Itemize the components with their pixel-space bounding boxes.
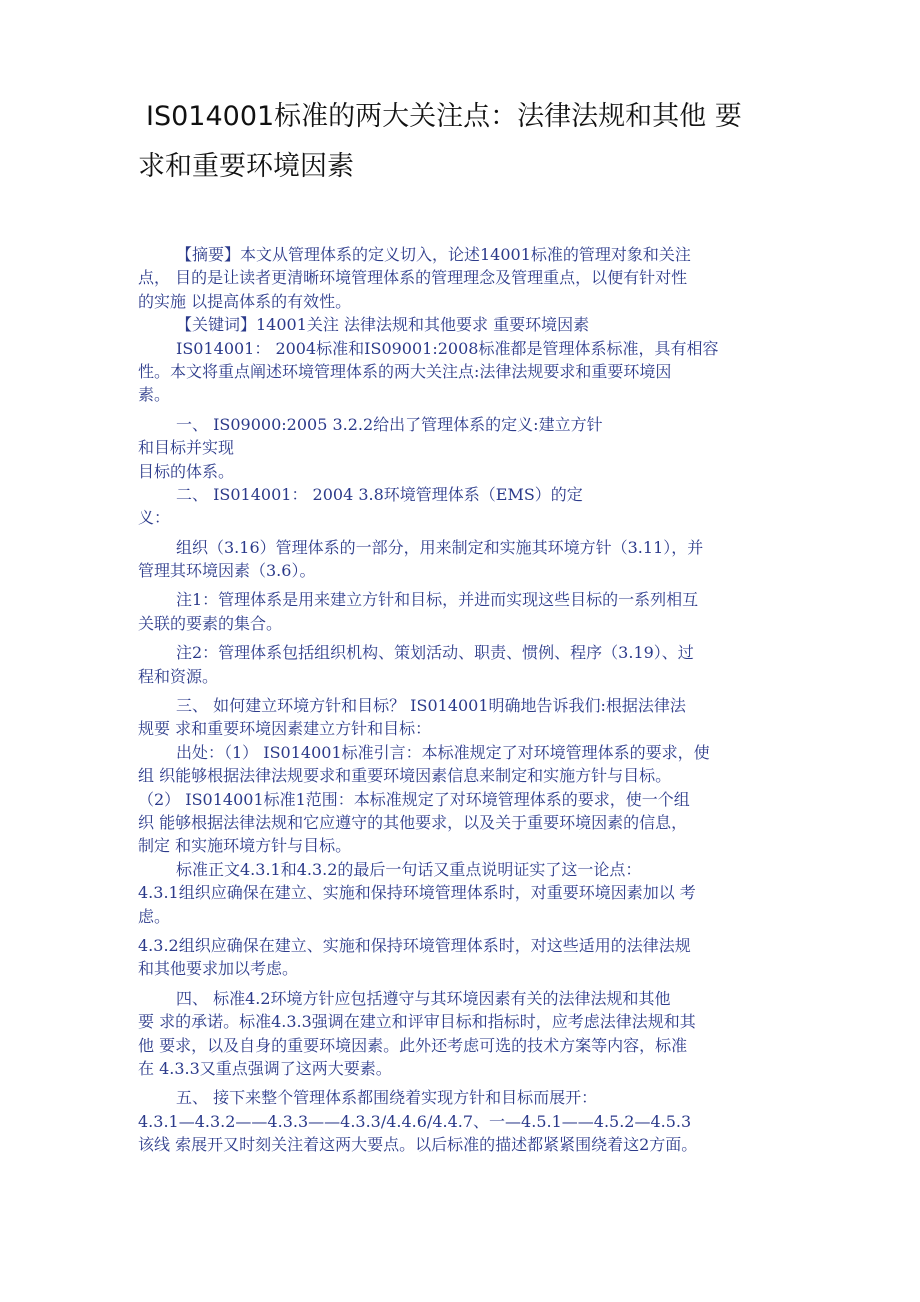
abstract-paragraph — [138, 243, 790, 313]
clause-4-3-1 — [138, 881, 790, 928]
text-line: 性。本文将重点阐述环境管理体系的两大关注点:法律法规要求和重要环境因 — [138, 361, 672, 381]
text-line: 管理其环境因素（3.6）。 — [138, 561, 316, 581]
text-line: 标准正文4.3.1和4.3.2的最后一句话又重点说明证实了这一论点： — [176, 859, 642, 879]
note-2 — [138, 641, 790, 688]
text-line: 三、 如何建立环境方针和目标？ IS014001明确地告诉我们:根据法律法 — [176, 696, 686, 716]
text-line: 和目标并实现 — [138, 438, 235, 458]
text-line: 点， 目的是让读者更清晰环境管理体系的管理理念及管理重点，以便有针对性 — [138, 268, 688, 288]
text-line: 4.3.1组织应确保在建立、实施和保持环境管理体系时，对重要环境因素加以 考 — [138, 883, 696, 903]
section-1 — [138, 413, 790, 483]
text-line: 规要 求和重要环境因素建立方针和目标： — [138, 719, 432, 739]
text-line: 虑。 — [138, 906, 171, 926]
section-2 — [138, 483, 790, 530]
text-line: 组 织能够根据法律法规要求和重要环境因素信息来制定和实施方针与目标。 — [138, 766, 672, 786]
text-line: 一、 IS09000:2005 3.2.2给出了管理体系的定义:建立方针 — [176, 414, 603, 434]
text-line: 出处：（1） IS014001标准引言：本标准规定了对环境管理体系的要求，使 — [176, 742, 710, 762]
text-line: 目标的体系。 — [138, 461, 235, 481]
text-line: 4.3.2组织应确保在建立、实施和保持环境管理体系时，对这些适用的法律法规 — [138, 935, 691, 955]
text-line: 关联的要素的集合。 — [138, 613, 283, 633]
text-line: 该线 索展开又时刻关注着这两大要点。以后标准的描述都紧紧围绕着这2方面。 — [138, 1135, 698, 1155]
text-line: 织 能够根据法律法规和它应遵守的其他要求，以及关于重要环境因素的信息， — [138, 812, 688, 832]
page-title — [138, 92, 788, 192]
text-line: 组织（3.16）管理体系的一部分，用来制定和实施其环境方针（3.11），并 — [176, 537, 704, 557]
clause-4-3-2 — [138, 934, 790, 981]
text-line: 义： — [138, 508, 171, 528]
text-line: 二、 IS014001： 2004 3.8环境管理体系（EMS）的定 — [176, 484, 583, 504]
text-line: IS014001： 2004标准和IS09001:2008标准都是管理体系标准，具有相容 — [176, 338, 719, 358]
text-line: 【摘要】本文从管理体系的定义切入，论述14001标准的管理对象和关注 — [176, 245, 691, 264]
text-line: 制定 和实施环境方针与目标。 — [138, 836, 352, 856]
text-line: 素。 — [138, 385, 171, 405]
keywords-paragraph — [138, 313, 790, 336]
text-line: 四、 标准4.2环境方针应包括遵守与其环境因素有关的法律法规和其他 — [176, 988, 671, 1008]
text-line: 注1：管理体系是用来建立方针和目标，并进而实现这些目标的一系列相互 — [176, 590, 699, 610]
section-3 — [138, 694, 790, 741]
definition-paragraph — [138, 536, 790, 583]
text-line: 五、 接下来整个管理体系都围绕着实现方针和目标而展开： — [176, 1088, 598, 1108]
source-paragraph — [138, 741, 790, 858]
section-5 — [138, 1086, 790, 1156]
text-line: 4.3.1—4.3.2——4.3.3——4.3.3/4.4.6/4.4.7、一—4.5.1——4.5.2—4.5.3 — [138, 1111, 692, 1131]
title-line-1: IS014001标准的两大关注点：法律法规和其他 要 — [146, 101, 742, 132]
article-body — [138, 243, 790, 1156]
note-1 — [138, 588, 790, 635]
text-line: （2） IS014001标准1范围：本标准规定了对环境管理体系的要求，使一个组 — [138, 789, 690, 809]
clause-paragraph — [138, 858, 790, 881]
text-line: 【关键词】14001关注 法律法规和其他要求 重要环境因素 — [176, 315, 590, 335]
text-line: 注2：管理体系包括组织机构、策划活动、职责、惯例、程序（3.19）、过 — [176, 643, 694, 663]
intro-paragraph — [138, 337, 790, 407]
title-line-2: 求和重要环境因素 — [138, 151, 354, 182]
text-line: 的实施 以提高体系的有效性。 — [138, 291, 352, 311]
text-line: 他 要求，以及自身的重要环境因素。此外还考虑可选的技术方案等内容，标准 — [138, 1035, 688, 1055]
text-line: 要 求的承诺。标准4.3.3强调在建立和评审目标和指标时，应考虑法律法规和其 — [138, 1012, 696, 1032]
text-line: 程和资源。 — [138, 666, 219, 686]
text-line: 和其他要求加以考虑。 — [138, 959, 299, 979]
text-line: 在 4.3.3又重点强调了这两大要素。 — [138, 1058, 392, 1078]
section-4 — [138, 987, 790, 1081]
